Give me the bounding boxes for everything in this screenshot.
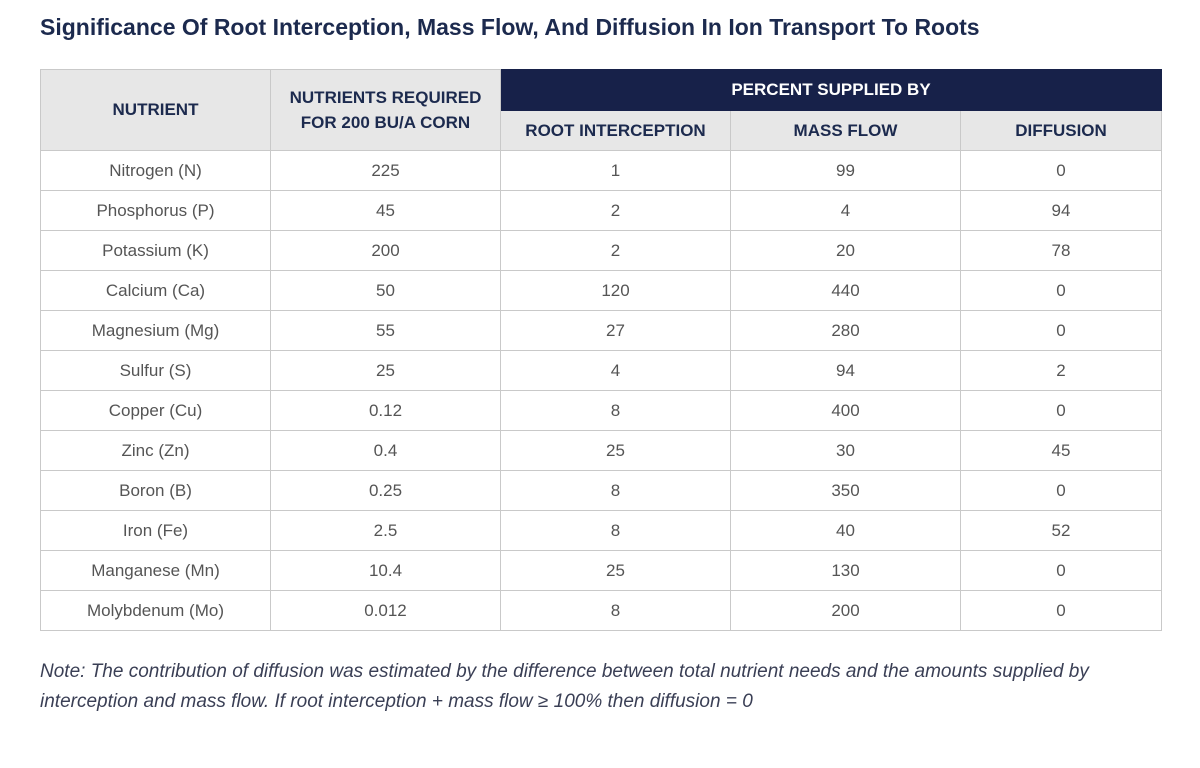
cell-nutrient: Molybdenum (Mo) xyxy=(41,591,271,631)
table-row xyxy=(41,351,1162,391)
nutrient-table xyxy=(40,69,1162,631)
cell-diffusion: 94 xyxy=(961,191,1162,231)
table-row xyxy=(41,191,1162,231)
header-required-line2: FOR 200 BU/A CORN xyxy=(300,113,471,132)
cell-required: 55 xyxy=(271,311,501,351)
cell-nutrient: Iron (Fe) xyxy=(41,511,271,551)
cell-required: 0.25 xyxy=(271,471,501,511)
cell-mass-flow: 280 xyxy=(731,311,961,351)
table-row xyxy=(41,431,1162,471)
header-root-interception: ROOT INTERCEPTION xyxy=(501,111,731,151)
header-diffusion: DIFFUSION xyxy=(961,111,1162,151)
cell-mass-flow: 20 xyxy=(731,231,961,271)
cell-mass-flow: 94 xyxy=(731,351,961,391)
cell-root-interception: 27 xyxy=(501,311,731,351)
cell-mass-flow: 40 xyxy=(731,511,961,551)
cell-diffusion: 0 xyxy=(961,151,1162,191)
cell-mass-flow: 30 xyxy=(731,431,961,471)
cell-root-interception: 2 xyxy=(501,231,731,271)
table-row xyxy=(41,591,1162,631)
cell-mass-flow: 99 xyxy=(731,151,961,191)
cell-diffusion: 78 xyxy=(961,231,1162,271)
cell-required: 200 xyxy=(271,231,501,271)
cell-root-interception: 25 xyxy=(501,431,731,471)
cell-root-interception: 4 xyxy=(501,351,731,391)
cell-nutrient: Magnesium (Mg) xyxy=(41,311,271,351)
cell-diffusion: 0 xyxy=(961,391,1162,431)
cell-mass-flow: 400 xyxy=(731,391,961,431)
cell-nutrient: Potassium (K) xyxy=(41,231,271,271)
header-percent-supplied-by: PERCENT SUPPLIED BY xyxy=(501,70,1162,111)
cell-root-interception: 25 xyxy=(501,551,731,591)
cell-nutrient: Boron (B) xyxy=(41,471,271,511)
cell-diffusion: 52 xyxy=(961,511,1162,551)
cell-mass-flow: 4 xyxy=(731,191,961,231)
cell-root-interception: 8 xyxy=(501,391,731,431)
cell-diffusion: 0 xyxy=(961,551,1162,591)
table-row xyxy=(41,471,1162,511)
cell-diffusion: 0 xyxy=(961,311,1162,351)
cell-required: 25 xyxy=(271,351,501,391)
table-row xyxy=(41,391,1162,431)
table-row xyxy=(41,311,1162,351)
cell-root-interception: 8 xyxy=(501,511,731,551)
table-row xyxy=(41,551,1162,591)
cell-mass-flow: 350 xyxy=(731,471,961,511)
cell-required: 10.4 xyxy=(271,551,501,591)
header-mass-flow: MASS FLOW xyxy=(731,111,961,151)
header-required-line1: NUTRIENTS REQUIRED xyxy=(289,88,482,107)
cell-required: 0.4 xyxy=(271,431,501,471)
cell-required: 2.5 xyxy=(271,511,501,551)
cell-required: 50 xyxy=(271,271,501,311)
cell-mass-flow: 200 xyxy=(731,591,961,631)
cell-nutrient: Manganese (Mn) xyxy=(41,551,271,591)
cell-required: 225 xyxy=(271,151,501,191)
table-row xyxy=(41,271,1162,311)
header-nutrients-required xyxy=(271,70,501,151)
table-row xyxy=(41,511,1162,551)
cell-nutrient: Zinc (Zn) xyxy=(41,431,271,471)
cell-mass-flow: 440 xyxy=(731,271,961,311)
cell-root-interception: 120 xyxy=(501,271,731,311)
cell-diffusion: 45 xyxy=(961,431,1162,471)
cell-root-interception: 8 xyxy=(501,471,731,511)
cell-diffusion: 0 xyxy=(961,591,1162,631)
cell-nutrient: Calcium (Ca) xyxy=(41,271,271,311)
cell-nutrient: Sulfur (S) xyxy=(41,351,271,391)
cell-nutrient: Copper (Cu) xyxy=(41,391,271,431)
cell-required: 0.12 xyxy=(271,391,501,431)
cell-required: 0.012 xyxy=(271,591,501,631)
table-row xyxy=(41,231,1162,271)
cell-root-interception: 1 xyxy=(501,151,731,191)
footnote: Note: The contribution of diffusion was estimated by the difference between total nutrient needs and the amounts supplied by interception and mass flow. If root interception + mass flow ≥ 100% then diffusion = 0 xyxy=(40,661,1089,712)
cell-nutrient: Nitrogen (N) xyxy=(41,151,271,191)
cell-root-interception: 2 xyxy=(501,191,731,231)
cell-diffusion: 0 xyxy=(961,271,1162,311)
cell-root-interception: 8 xyxy=(501,591,731,631)
cell-diffusion: 0 xyxy=(961,471,1162,511)
cell-required: 45 xyxy=(271,191,501,231)
table-row xyxy=(41,151,1162,191)
page-title: Significance Of Root Interception, Mass Flow, And Diffusion In Ion Transport To Roots xyxy=(40,14,980,40)
header-nutrient: NUTRIENT xyxy=(41,70,271,151)
cell-nutrient: Phosphorus (P) xyxy=(41,191,271,231)
cell-diffusion: 2 xyxy=(961,351,1162,391)
cell-mass-flow: 130 xyxy=(731,551,961,591)
